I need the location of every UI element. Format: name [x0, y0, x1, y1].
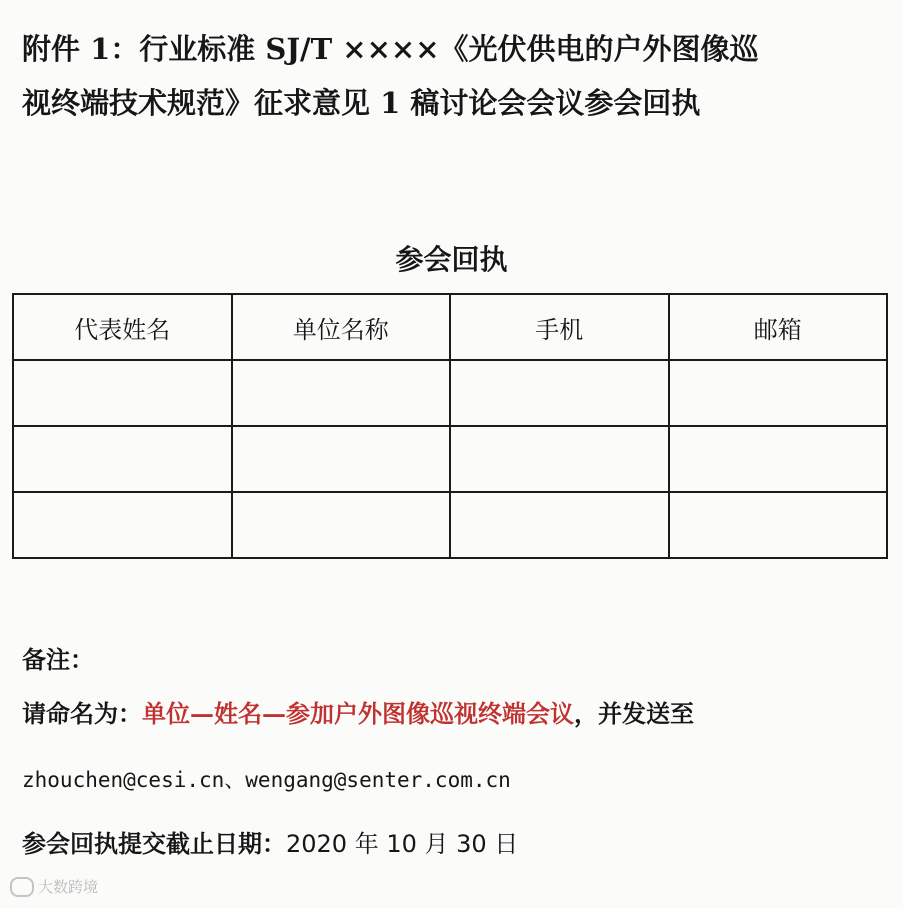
watermark — [10, 876, 98, 897]
table-cell[interactable] — [13, 360, 232, 426]
heading-line-1: 附件 1：行业标准 SJ/T ××××《光伏供电的户外图像巡 — [22, 32, 759, 66]
header-mobile: 手机 — [450, 294, 669, 360]
watermark-logo-icon — [10, 877, 34, 897]
table-cell[interactable] — [232, 360, 451, 426]
table-cell[interactable] — [450, 426, 669, 492]
header-organization-name: 单位名称 — [232, 294, 451, 360]
form-title: 参会回执 — [395, 243, 508, 276]
naming-instruction — [22, 694, 694, 729]
deadline-label: 参会回执提交截止日期： — [22, 829, 286, 858]
table-cell[interactable] — [669, 360, 888, 426]
table-header-row — [13, 294, 887, 360]
table-cell[interactable] — [232, 426, 451, 492]
watermark-text: 大数跨境 — [38, 878, 99, 896]
table-cell[interactable] — [450, 492, 669, 558]
header-email: 邮箱 — [669, 294, 888, 360]
naming-format: 单位—姓名—参加户外图像巡视终端会议 — [142, 699, 574, 728]
table-cell[interactable] — [232, 492, 451, 558]
naming-prefix: 请命名为： — [22, 699, 142, 728]
table-cell[interactable] — [669, 426, 888, 492]
header-representative-name: 代表姓名 — [13, 294, 232, 360]
table-row — [13, 360, 887, 426]
table-cell[interactable] — [13, 426, 232, 492]
table-cell[interactable] — [669, 492, 888, 558]
heading-line-2: 视终端技术规范》征求意见 1 稿讨论会会议参会回执 — [22, 86, 701, 120]
rsvp-table — [12, 293, 888, 559]
document-heading — [22, 22, 882, 130]
deadline-date: 2020 年 10 月 30 日 — [286, 830, 519, 858]
notes-label: 备注： — [22, 645, 94, 674]
table-cell[interactable] — [450, 360, 669, 426]
contact-emails: zhouchen@cesi.cn、wengang@senter.com.cn — [22, 768, 511, 792]
deadline — [22, 824, 518, 859]
table-cell[interactable] — [13, 492, 232, 558]
table-row — [13, 426, 887, 492]
table-row — [13, 492, 887, 558]
naming-suffix: ，并发送至 — [574, 699, 694, 728]
